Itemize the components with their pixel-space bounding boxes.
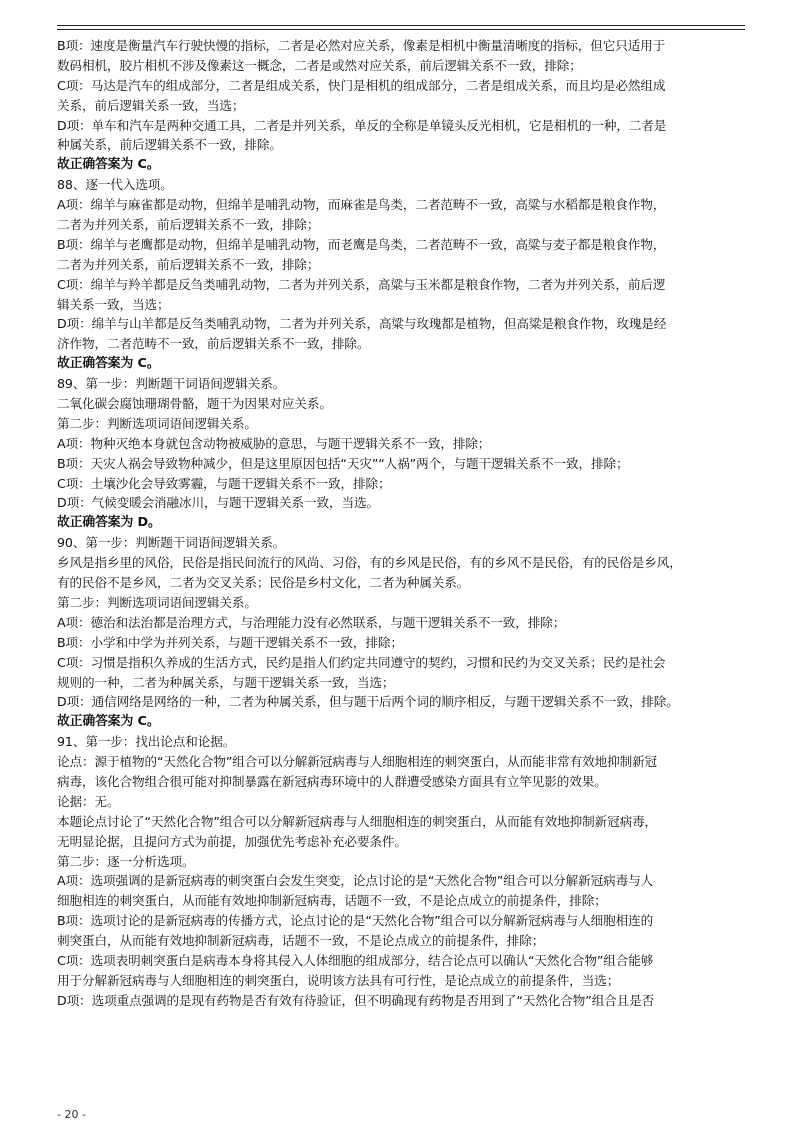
text-line: 第二步：判断选项词语间逻辑关系。 (57, 415, 257, 431)
header-rule-bottom (57, 29, 745, 30)
page-body (57, 36, 747, 1011)
text-line: 有的民俗不是乡风，二者为交叉关系；民俗是乡村文化，二者为种属关系。 (57, 575, 470, 591)
text-line: B项：速度是衡量汽车行驶快慢的指标，二者是必然对应关系，像素是相机中衡量清晰度的指标，但它只适用于 (57, 38, 666, 53)
text-line: B项：选项讨论的是新冠病毒的传播方式，论点讨论的是“天然化合物”组合可以分解新冠病毒与人细胞相连的 (57, 913, 654, 929)
text-line: 二者为并列关系，前后逻辑关系不一致，排除； (57, 256, 320, 272)
text-line: 二者为并列关系，前后逻辑关系不一致，排除； (57, 217, 320, 233)
text-line: C项：马达是汽车的组成部分，二者是组成关系，快门是相机的组成部分，二者是组成关系，而且均是必然组成 (57, 77, 666, 93)
text-line: D项：单车和汽车是两种交通工具，二者是并列关系，单反的全称是单镜头反光相机，它是相机的一种，二者是 (57, 117, 667, 133)
text-line: 细胞相连的刺突蛋白，从而能有效地抑制新冠病毒，话题不一致，不是论点成立的前提条件，排除； (57, 893, 607, 909)
text-line: C项：选项表明刺突蛋白是病毒本身将其侵入人体细胞的组成部分，结合论点可以确认“天然化合物”组合能够 (57, 952, 654, 968)
text-line: 论据：无。 (57, 793, 120, 809)
text-line: 数码相机，胶片相机不涉及像素这一概念，二者是或然对应关系，前后逻辑关系不一致，排除； (57, 57, 582, 73)
page-number: - 20 - (57, 1108, 86, 1121)
text-line: 二氧化碳会腐蚀珊瑚骨骼，题干为因果对应关系。 (57, 396, 332, 412)
text-line: 论点：源于植物的“天然化合物”组合可以分解新冠病毒与人细胞相连的刺突蛋白，从而能非常有效地抑制新冠 (57, 754, 658, 770)
answer-line: 故正确答案为 C。 (57, 356, 160, 372)
answer-line: 故正确答案为 C。 (57, 157, 160, 173)
answer-line: 故正确答案为 D。 (57, 515, 161, 531)
text-line: D项：选项重点强调的是现有药物是否有效有待验证，但不明确现有药物是否用到了“天然化合物”组合且是否 (57, 992, 655, 1008)
text-line: 种属关系，前后逻辑关系不一致，排除。 (57, 137, 282, 153)
text-line: 病毒，该化合物组合很可能对抑制暴露在新冠病毒环境中的人群遭受感染方面具有立竿见影的效果。 (57, 773, 607, 789)
text-line: 关系，前后逻辑关系一致，当选； (57, 97, 245, 113)
text-line: 刺突蛋白，从而能有效地抑制新冠病毒，话题不一致，不是论点成立的前提条件，排除； (57, 933, 545, 949)
text-line: C项：绵羊与羚羊都是反刍类哺乳动物，二者为并列关系，高粱与玉米都是粮食作物，二者为并列关系，前后逻 (57, 276, 666, 292)
text-line: 辑关系一致，当选； (57, 296, 170, 312)
text-line: B项：天灾人祸会导致物种减少，但是这里原因包括“天灾”“人祸”两个，与题干逻辑关系不一致，排除； (57, 455, 629, 471)
text-line: 用于分解新冠病毒与人细胞相连的刺突蛋白，说明该方法具有可行性，是论点成立的前提条件，当选； (57, 972, 620, 988)
text-line: 规则的一种，二者为种属关系，与题干逻辑关系一致，当选； (57, 674, 395, 690)
text-line: 济作物，二者范畴不一致，前后逻辑关系不一致，排除。 (57, 336, 370, 352)
text-line: D项：通信网络是网络的一种，二者为种属关系，但与题干后两个词的顺序相反，与题干逻辑关系不一致，排除。 (57, 694, 679, 710)
text-line: A项：绵羊与麻雀都是动物，但绵羊是哺乳动物，而麻雀是鸟类，二者范畴不一致，高粱与水稻都是粮食作物， (57, 197, 666, 213)
answer-line: 故正确答案为 C。 (57, 714, 160, 730)
text-line: 本题论点讨论了“天然化合物”组合可以分解新冠病毒与人细胞相连的刺突蛋白，从而能有效地抑制新冠病毒， (57, 813, 658, 829)
text-line: A项：物种灭绝本身就包含动物被威胁的意思，与题干逻辑关系不一致，排除； (57, 435, 491, 451)
text-line: D项：绵羊与山羊都是反刍类哺乳动物，二者为并列关系，高粱与玫瑰都是植物，但高粱是粮食作物，玫瑰是经 (57, 316, 667, 332)
text-line: 90、第一步：判断题干词语间逻辑关系。 (57, 535, 286, 551)
text-line: A项：德治和法治都是治理方式，与治理能力没有必然联系，与题干逻辑关系不一致，排除； (57, 614, 566, 630)
text-line: 第二步：逐一分析选项。 (57, 853, 195, 869)
text-line: B项：绵羊与老鹰都是动物，但绵羊是哺乳动物，而老鹰是鸟类，二者范畴不一致，高粱与麦子都是粮食作物， (57, 236, 666, 252)
text-line: A项：选项强调的是新冠病毒的刺突蛋白会发生突变，论点讨论的是“天然化合物”组合可以分解新冠病毒与人 (57, 873, 654, 889)
text-line: 第二步：判断选项词语间逻辑关系。 (57, 594, 257, 610)
text-line: B项：小学和中学为并列关系，与题干逻辑关系不一致，排除； (57, 634, 403, 650)
text-line: 无明显论据，且提问方式为前提，加强优先考虑补充必要条件。 (57, 833, 407, 849)
text-line: 91、第一步：找出论点和论据。 (57, 734, 236, 750)
text-line: C项：习惯是指积久养成的生活方式，民约是指人们约定共同遵守的契约，习惯和民约为交叉关系；民约是社会 (57, 654, 666, 670)
text-line: 89、第一步：判断题干词语间逻辑关系。 (57, 376, 286, 392)
header-rule-top (57, 25, 745, 26)
text-line: D项：气候变暖会消融冰川，与题干逻辑关系一致，当选。 (57, 495, 379, 511)
text-line: C项：土壤沙化会导致雾霾，与题干逻辑关系不一致，排除； (57, 475, 391, 491)
text-line: 88、逐一代入选项。 (57, 177, 173, 193)
text-line: 乡风是指乡里的风俗，民俗是指民间流行的风尚、习俗，有的乡风是民俗，有的乡风不是民俗，有的民俗是乡风， (57, 555, 682, 571)
